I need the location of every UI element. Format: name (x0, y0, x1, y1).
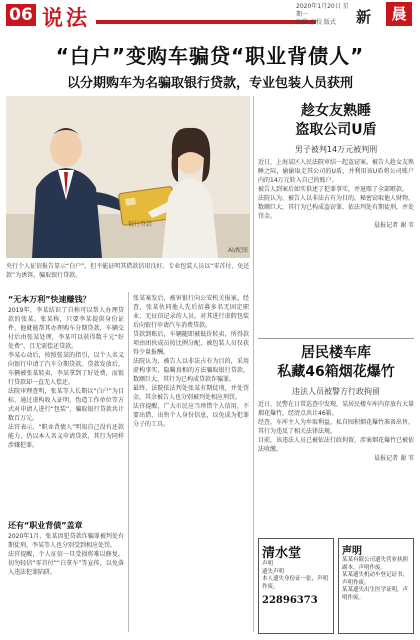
paragraph: 被告人到案后如实供述了犯罪事实，并退赔了全部赃款。 (258, 186, 409, 193)
headline-title: “白户”变购车骗贷“职业背债人” (55, 44, 365, 68)
page-number: 06 (6, 4, 36, 26)
card-label: 银行贷款 (128, 221, 153, 228)
photo-caption: 央行个人征信报告显示“白户”，但不能证明其借款信用良好。专业包装人员以“零首付、免还款”为诱饵，骗取银行贷款。 (6, 263, 250, 279)
page-header (0, 0, 420, 30)
right-mid-title-2: 私藏46箱烟花爆竹 (277, 364, 395, 380)
left-body-2 (8, 532, 124, 577)
ad-title: 声明 (342, 546, 362, 557)
logo-right: 晨 (386, 2, 412, 26)
left-heading: “无本万利”快速赚钱？ (8, 295, 91, 304)
right-top-body (258, 158, 414, 230)
right-mid-title-1: 居民楼车库 (301, 345, 371, 361)
paragraph: 法官提醒，个人征信一旦受损将难以修复，切勿轻信“零首付”“白拿车”等宣传，以免落入违法犯罪陷阱。 (8, 551, 124, 576)
header-divider (96, 20, 316, 24)
ad-line: 本人遗失身份证一张，声明作废。 (262, 576, 329, 590)
section-divider (258, 338, 414, 339)
date-line: 2020年1月20日 星期一 (296, 3, 349, 18)
section-title: 说法 (42, 5, 90, 30)
paragraph: 法院认为，被告人以非法占有为目的，采用虚构事实、隐瞒真相的方法骗取银行贷款，数额巨大，其行为已构成贷款诈骗罪。 (133, 358, 249, 383)
newspaper-logo (356, 2, 414, 28)
paragraph: 张某案发后，被害银行向公安机关报案。经查，张某伙同他人先后招募多名无固定职业、无征信记录的人员，对其进行虚假包装后向银行申请汽车消费贷款。 (133, 295, 249, 329)
paragraph: 法院审理查明，张某等人长期以“白户”为目标，通过虚构收入证明、伪造工作单位等方式对申请人进行“包装”，骗取银行贷款共计数百万元。 (8, 388, 124, 422)
date-block (296, 3, 354, 27)
paragraph: 近日，上海某区人民法院审结一起盗窃案。被告人趁女友熟睡之际，偷偷取走其公司的U盾，并利用该U盾将公司账户内的14万元转入自己的账户。 (258, 159, 415, 184)
logo-left: 新 (356, 8, 372, 26)
paragraph: 法官表示，“职业背债人”明知自己没有还款能力，仍以本人名义申请贷款，其行为同样涉嫌犯罪。 (8, 424, 124, 449)
ad-line: 某某有限公司遗失营业执照副本，声明作废。 (342, 557, 409, 571)
classified-ad-1 (258, 538, 334, 634)
illustration-credit: AI/配图 (228, 247, 248, 254)
paragraph: 2020年1月，张某因犯贷款诈骗罪被判处有期徒刑，李某等人也分别受到相应处罚。 (8, 533, 124, 549)
paragraph: 最终，法院依法判处张某有期徒刑，并处罚金，其余被告人也分别被判处相应刑罚。 (133, 385, 249, 401)
left-heading-2: 还有“职业背债”盖章 (8, 521, 83, 530)
paragraph: 法官提醒，广大市民应当珍惜个人信用，不要出借、出售个人身份信息，以免成为犯罪分子的工具。 (133, 403, 249, 428)
ad-title: 清水堂 (262, 546, 302, 561)
right-top-title-1: 趁女友熟睡 (301, 103, 371, 119)
ad-line: 遗失声明 (262, 568, 285, 575)
classified-ad-2 (338, 538, 414, 634)
ad-line: 某某遗失出生医学证明，声明作废。 (342, 587, 409, 601)
paragraph: 近日，民警在日常巡查中发现，某居民楼车库内存放有大量烟花爆竹，经清点共计46箱。 (258, 401, 415, 417)
ad-line: 某某遗失机动车登记证书，声明作废。 (342, 572, 409, 586)
paragraph: 经查，车库主人为牟取利益，私自囤积烟花爆竹准备出售，其行为违反了相关法律法规。 (258, 419, 415, 435)
paragraph: 李某心动后，按照张某的指引，以个人名义向银行申请了汽车分期贷款。贷款发放后，车辆被张某转卖，李某拿到了好处费，而银行贷款却一直无人偿还。 (8, 352, 124, 386)
paragraph: 2019年，李某结识了自称可以帮人办理贷款的张某。张某称，只要李某提供身份证件，他就能帮其办理购车分期贷款，车辆交付后由张某处理，李某可以获得数千元“好处费”，且无需偿还贷款。 (8, 307, 124, 350)
middle-body (133, 294, 249, 429)
ad-phone: 22896373 (262, 595, 318, 606)
right-top-title-2: 盗取公司U盾 (295, 122, 377, 138)
paragraph: 目前，该违法人员已被依法行政拘留，涉案烟花爆竹已被依法收缴。 (258, 437, 415, 453)
paragraph: 贷款到账后，车辆随即被低价转卖，所得款项由团伙成员按比例分配，被包装人员仅获得少量报酬。 (133, 331, 249, 356)
left-body (8, 306, 124, 450)
headline-subtitle: 以分期购车为名骗取银行贷款，专业包装人员获刑 (66, 76, 353, 91)
editor-line: 编辑 审校 版式 (296, 19, 336, 26)
ad-line: 声明 (262, 561, 274, 567)
article-illustration (6, 96, 250, 258)
right-mid-subtitle: 违法人员被警方行政拘留 (292, 387, 380, 396)
byline: 晨报记者 谢 苇 (374, 222, 414, 229)
right-mid-body (258, 400, 414, 463)
column-divider (128, 292, 129, 632)
illustration-svg (6, 96, 250, 258)
right-top-subtitle: 男子被判14万元被判刑 (294, 145, 378, 154)
paragraph: 法院认为，被告人以非法占有为目的，秘密窃取他人财物，数额巨大，其行为已构成盗窃罪，依法判处有期徒刑，并处罚金。 (258, 195, 415, 220)
byline: 晨报记者 谢 苇 (374, 455, 414, 462)
column-divider (253, 96, 254, 632)
